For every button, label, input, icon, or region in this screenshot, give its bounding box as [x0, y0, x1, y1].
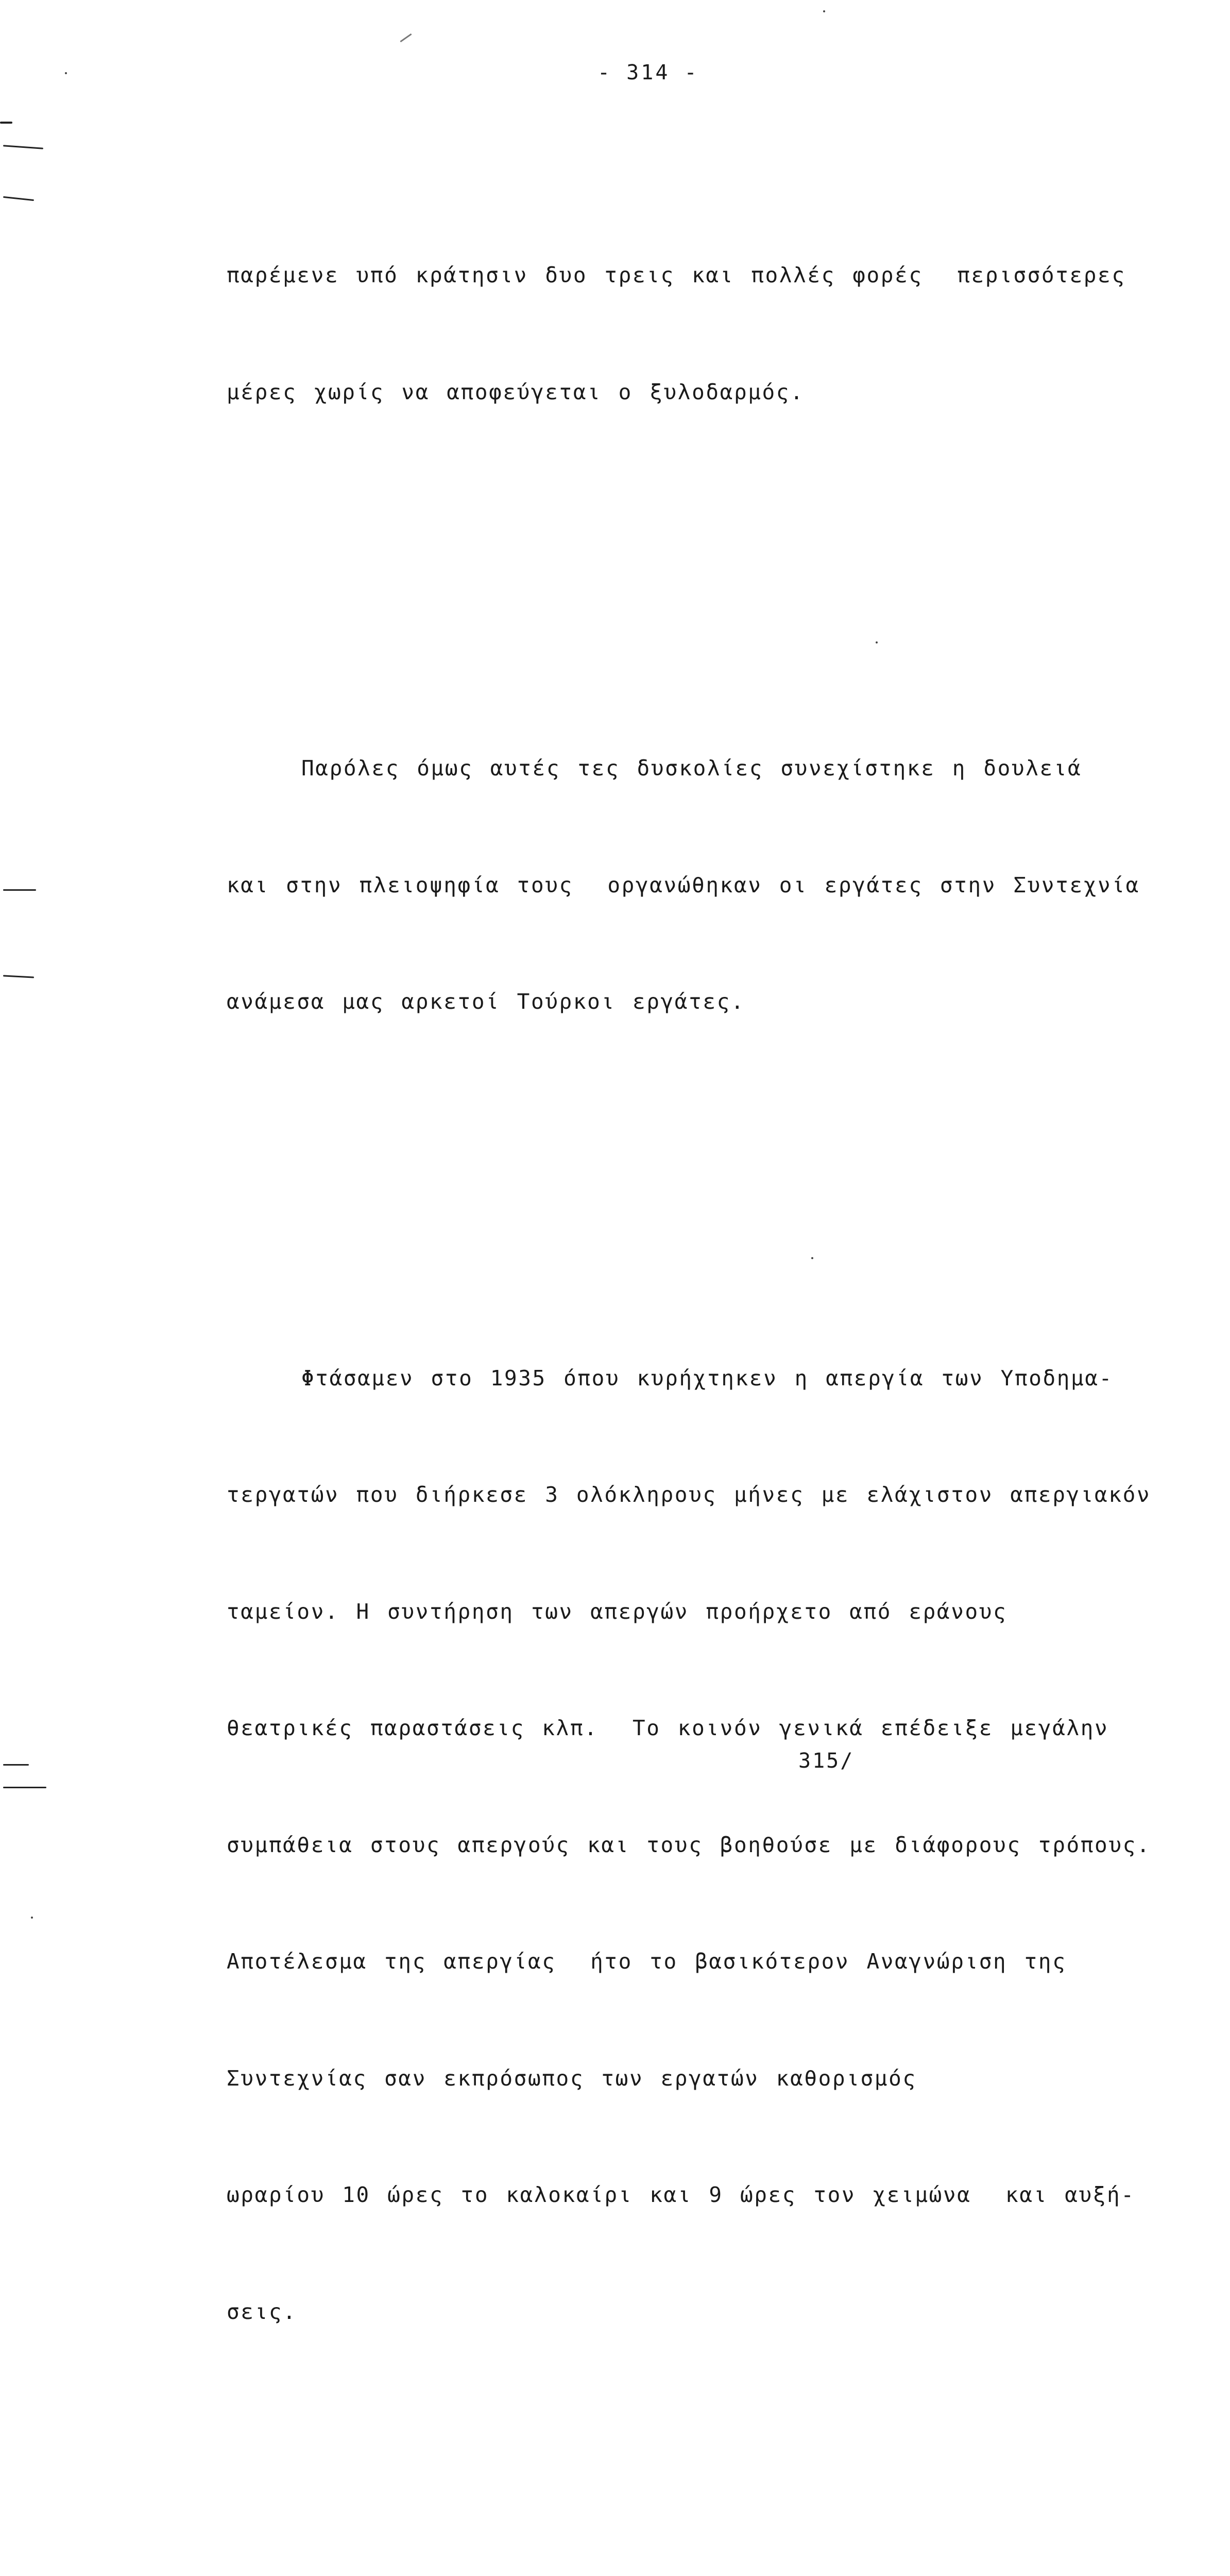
text-line: ανάμεσα μας αρκετοί Τούρκοι εργάτες. [227, 989, 745, 1014]
text-line: σεις. [227, 2299, 297, 2324]
continuation-page-marker: 315/ [798, 1749, 855, 1773]
paragraph [227, 178, 1216, 489]
text-line: θεατρικές παραστάσεις κλπ. Το κοινόν γενικά επέδειξε μεγάλην [227, 1716, 1109, 1740]
margin-mark [3, 889, 36, 891]
speck [823, 10, 825, 12]
speck [31, 1917, 33, 1919]
text-line: και στην πλειοψηφία τους οργανώθηκαν οι εργάτες στην Συντεχνία [227, 872, 1140, 897]
text-line: μέρες χωρίς να αποφεύγεται ο ξυλοδαρμός. [227, 379, 805, 404]
text-line: ωραρίου 10 ώρες το καλοκαίρι και 9 ώρες τον χειμώνα και αυξή- [227, 2182, 1135, 2207]
paragraph [227, 1281, 1216, 2410]
margin-mark [0, 122, 12, 124]
margin-mark [3, 145, 43, 149]
margin-mark [3, 1787, 46, 1788]
text-line: παρέμενε υπό κράτησιν δυο τρεις και πολλές φορές περισσότερες [227, 263, 1126, 287]
margin-mark [3, 196, 34, 201]
text-line: Φτάσαμεν στο 1935 όπου κυρήχτηκεν η απεργία των Υποδημα- [301, 1365, 1113, 1391]
page-number: - 314 - [597, 61, 699, 84]
text-line: Αποτέλεσμα της απεργίας ήτο το βασικότερον Αναγνώριση της [227, 1949, 1067, 1974]
margin-mark [3, 1764, 29, 1766]
speck [65, 72, 67, 74]
text-line: ταμείον. Η συντήρηση των απεργών προήρχετο από εράνους [227, 1599, 1007, 1624]
text-line: Συντεχνίας σαν εκπρόσωπος των εργατών καθορισμός [227, 2065, 917, 2091]
paragraph [227, 671, 1216, 1099]
text-line: τεργατών που διήρκεσε 3 ολόκληρους μήνες με ελάχιστον απεργιακόν [227, 1482, 1151, 1507]
text-line: Παρόλες όμως αυτές τες δυσκολίες συνεχίστηκε η δουλειά [301, 756, 1082, 781]
pen-mark [400, 33, 412, 42]
body-text [227, 100, 1216, 2576]
margin-mark [3, 975, 34, 978]
text-line: συμπάθεια στους απεργούς και τους βοηθούσε με διάφορους τρόπους. [227, 1832, 1151, 1857]
